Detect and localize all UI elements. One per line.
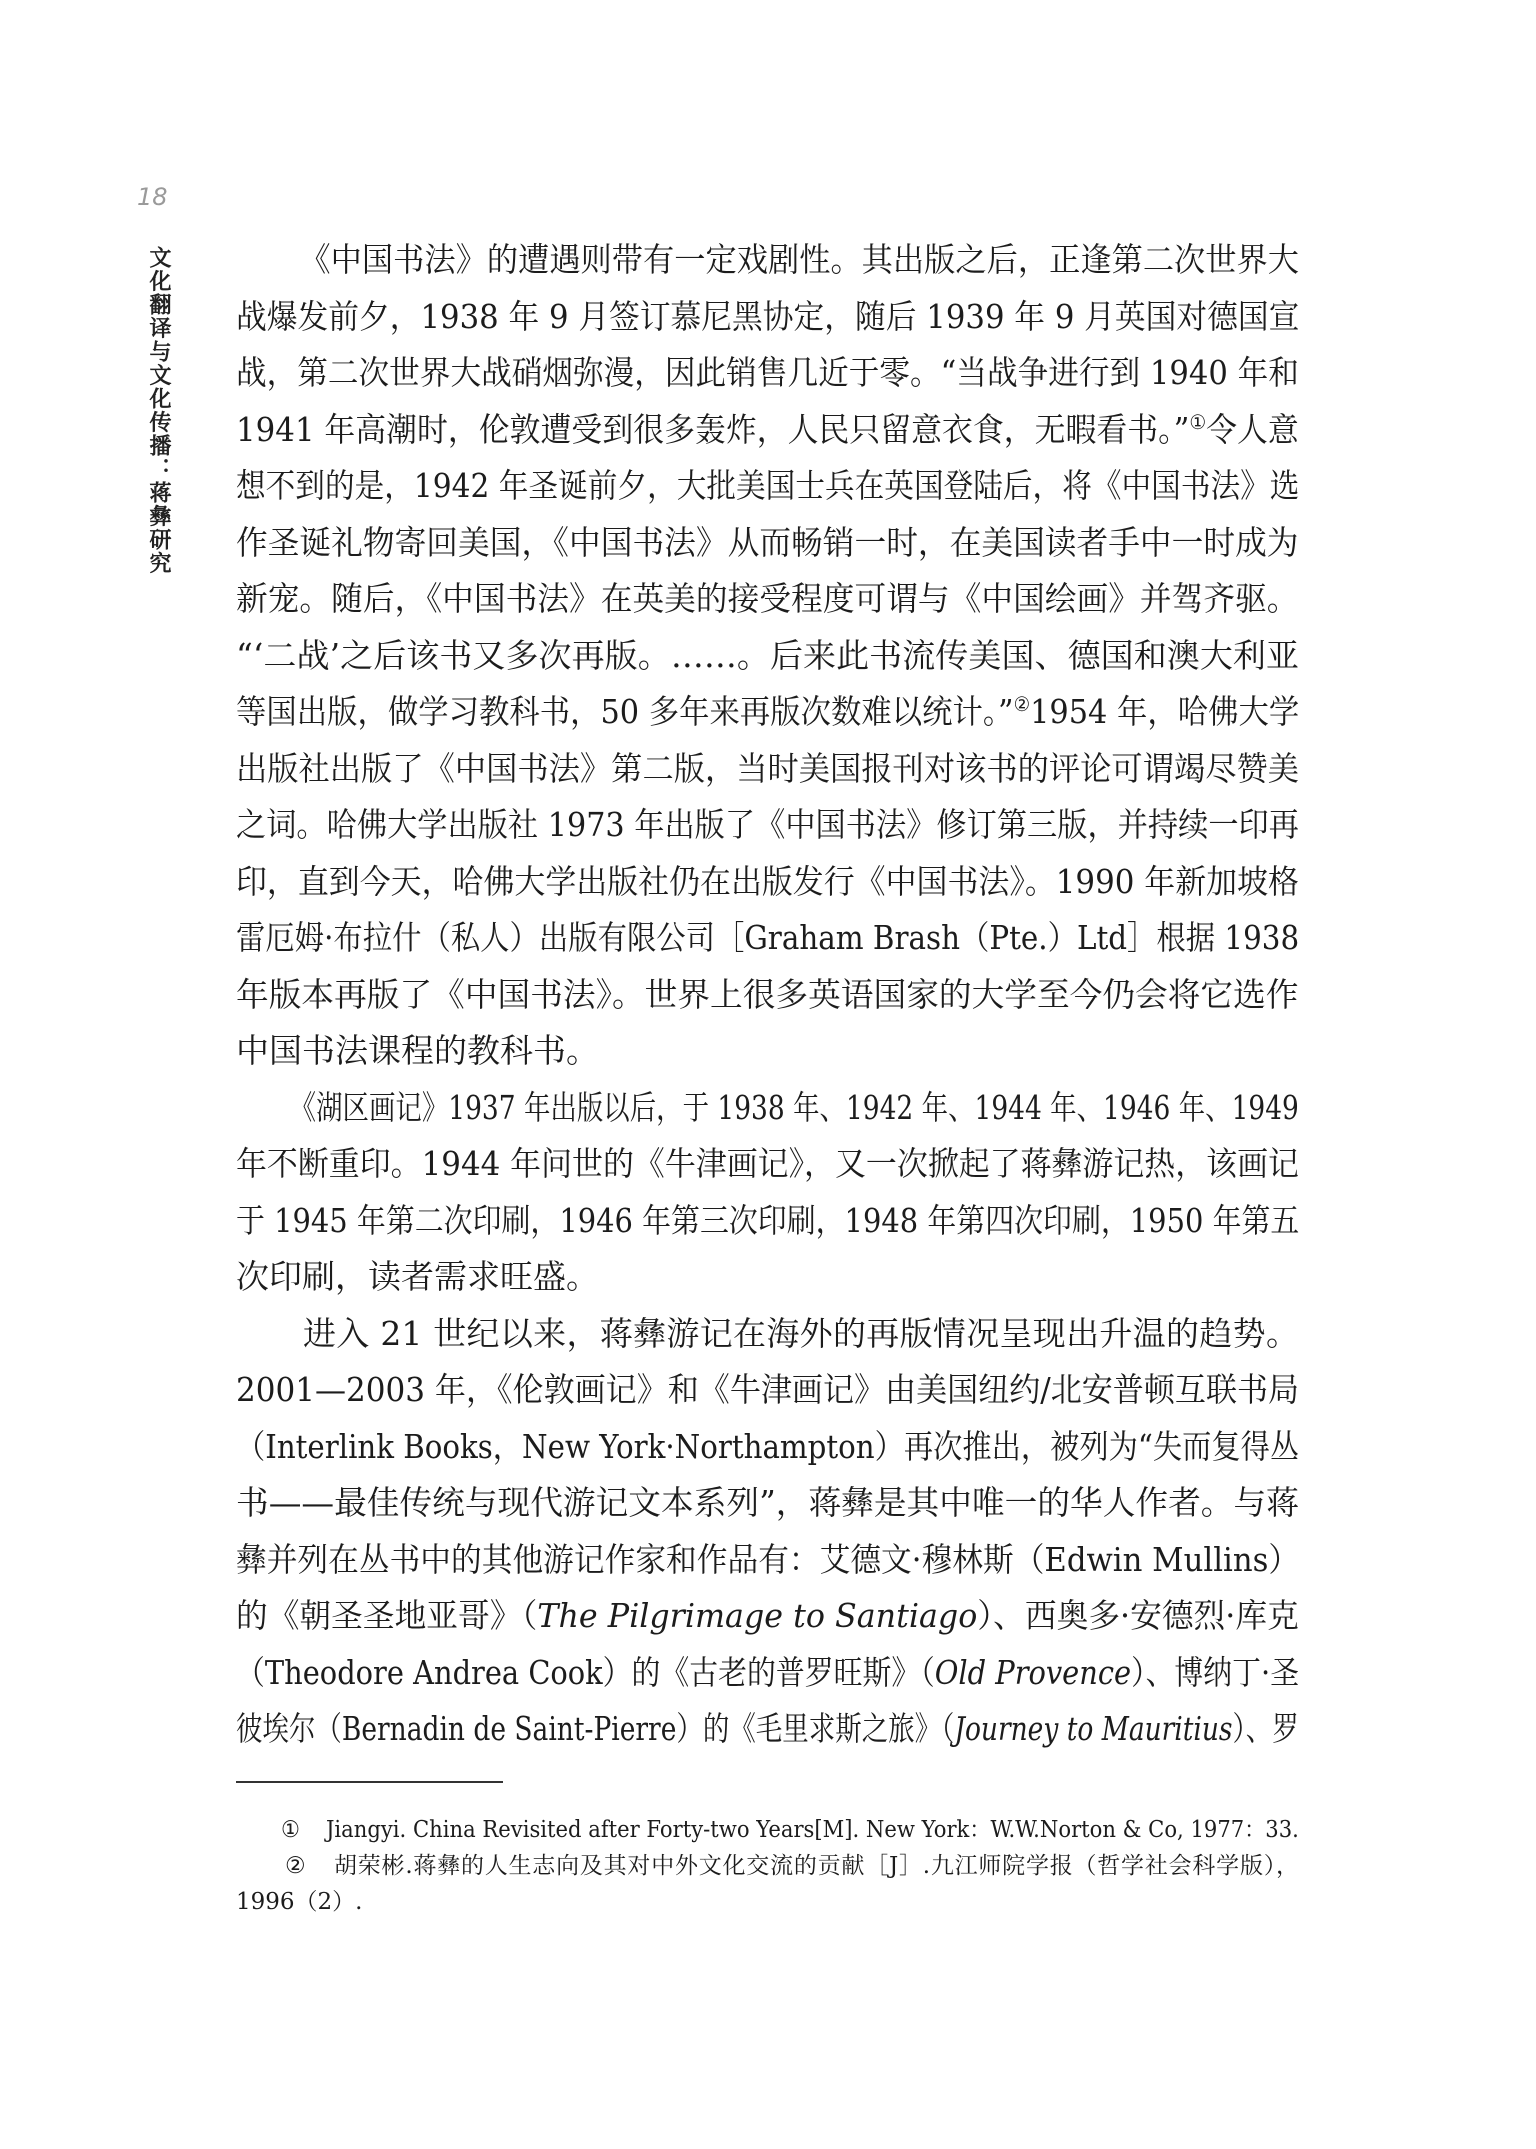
text-span: ）、西奥多·安德烈·库克 xyxy=(977,1596,1299,1635)
body-line: 战，第二次世界大战硝烟弥漫，因此销售几近于零。“当战争进行到 1940 年和 xyxy=(236,353,1299,392)
text-span: 1954 年，哈佛大学 xyxy=(1030,692,1300,731)
footnote-ref: ② xyxy=(1013,692,1031,716)
body-line: 次印刷，读者需求旺盛。 xyxy=(236,1257,599,1296)
footnote-text: Jiangyi. China Revisited after Forty-two Years[M]. New York：W.W.Norton & Co, 1977：33. xyxy=(325,1817,1299,1843)
body-line: 2001—2003 年，《伦敦画记》和《牛津画记》由美国纽约/北安普顿互联书局 xyxy=(236,1370,1300,1409)
paragraph xyxy=(236,232,1299,1080)
body-line: 彝并列在丛书中的其他游记作家和作品有：艾德文·穆林斯（Edwin Mullins） xyxy=(236,1539,1300,1579)
body-line xyxy=(236,402,1299,459)
body-line: 年版本再版了《中国书法》。世界上很多英语国家的大学至今仍会将它选作 xyxy=(236,974,1299,1014)
text-span: ）、罗 xyxy=(1232,1709,1299,1748)
footnote xyxy=(236,1812,1299,1848)
body-line: 中国书法课程的教科书。 xyxy=(236,1031,599,1070)
body-line: 雷厄姆·布拉什（私人）出版有限公司［Graham Brash（Pte.）Ltd］根据 1938 xyxy=(236,918,1300,957)
body-line: 作圣诞礼物寄回美国，《中国书法》从而畅销一时，在美国读者手中一时成为 xyxy=(236,522,1299,562)
main-text xyxy=(236,232,1299,1758)
text-span: 令人意 xyxy=(1206,409,1299,449)
paragraph xyxy=(236,1306,1299,1758)
running-head: 文化翻译与文化传播：蒋彝研究 xyxy=(146,246,172,575)
body-line: 战爆发前夕，1938 年 9 月签订慕尼黑协定，随后 1939 年 9 月英国对德国宣 xyxy=(236,296,1300,336)
page-number: 18 xyxy=(137,183,168,211)
footnote-continuation: 1996（2）. xyxy=(236,1889,363,1915)
body-line: 新宠。随后，《中国书法》在英美的接受程度可谓与《中国绘画》并驾齐驱。 xyxy=(236,579,1299,618)
text-span: （Theodore Andrea Cook）的《古老的普罗旺斯》（ xyxy=(236,1652,935,1692)
body-line xyxy=(236,1645,1300,1702)
text-span: ）、博纳丁·圣 xyxy=(1131,1652,1300,1692)
body-line: 于 1945 年第二次印刷，1946 年第三次印刷，1948 年第四次印刷，1950 年第五 xyxy=(236,1200,1300,1240)
body-line: 进入 21 世纪以来，蒋彝游记在海外的再版情况呈现出升温的趋势。 xyxy=(303,1313,1299,1353)
body-line xyxy=(236,684,1300,741)
body-line xyxy=(236,1588,1299,1645)
footnote-ref: ① xyxy=(1189,409,1207,434)
body-line: 印，直到今天，哈佛大学出版社仍在出版发行《中国书法》。1990 年新加坡格 xyxy=(236,861,1299,901)
text-span: 等国出版，做学习教科书，50 多年来再版次数难以统计。” xyxy=(236,692,1014,731)
footnotes xyxy=(236,1812,1299,1920)
footnote xyxy=(236,1848,1299,1884)
italic-title: Journey to Mauritius xyxy=(954,1709,1233,1748)
italic-title: Old Provence xyxy=(934,1652,1132,1692)
body-line: 出版社出版了《中国书法》第二版，当时美国报刊对该书的评论可谓竭尽赞美 xyxy=(236,748,1299,788)
footnote-separator xyxy=(236,1781,503,1783)
body-line xyxy=(236,1701,1299,1758)
body-line: 《中国书法》的遭遇则带有一定戏剧性。其出版之后，正逢第二次世界大 xyxy=(299,240,1299,279)
body-line: 《湖区画记》1937 年出版以后，于 1938 年、1942 年、1944 年、1946 年、1949 xyxy=(289,1087,1299,1127)
text-span: 的《朝圣圣地亚哥》（ xyxy=(236,1596,538,1635)
italic-title: The Pilgrimage to Santiago xyxy=(537,1596,978,1635)
body-line: “‘二战’之后该书又多次再版。……。后来此书流传美国、德国和澳大利亚 xyxy=(236,635,1299,675)
body-line: 之词。哈佛大学出版社 1973 年出版了《中国书法》修订第三版，并持续一印再 xyxy=(236,805,1299,844)
body-line: （Interlink Books，New York·Northampton）再次推出，被列为“失而复得丛 xyxy=(236,1426,1300,1466)
body-line: 年不断重印。1944 年问世的《牛津画记》，又一次掀起了蒋彝游记热，该画记 xyxy=(236,1144,1299,1183)
footnote-mark: ① xyxy=(280,1817,300,1843)
text-span: 彼埃尔（Bernadin de Saint-Pierre）的《毛里求斯之旅》（ xyxy=(236,1709,955,1748)
body-line: 想不到的是，1942 年圣诞前夕，大批美国士兵在英国登陆后，将《中国书法》选 xyxy=(236,466,1300,505)
body-line: 书——最佳传统与现代游记文本系列”，蒋彝是其中唯一的华人作者。与蒋 xyxy=(236,1483,1299,1522)
footnote-text: 胡荣彬.蒋彝的人生志向及其对中外文化交流的贡献［J］.九江师院学报（哲学社会科学版）， xyxy=(334,1853,1299,1879)
paragraph xyxy=(236,1080,1299,1306)
text-span: 1941 年高潮时，伦敦遭受到很多轰炸，人民只留意衣食，无暇看书。” xyxy=(236,409,1190,449)
footnote-mark: ② xyxy=(285,1853,306,1879)
